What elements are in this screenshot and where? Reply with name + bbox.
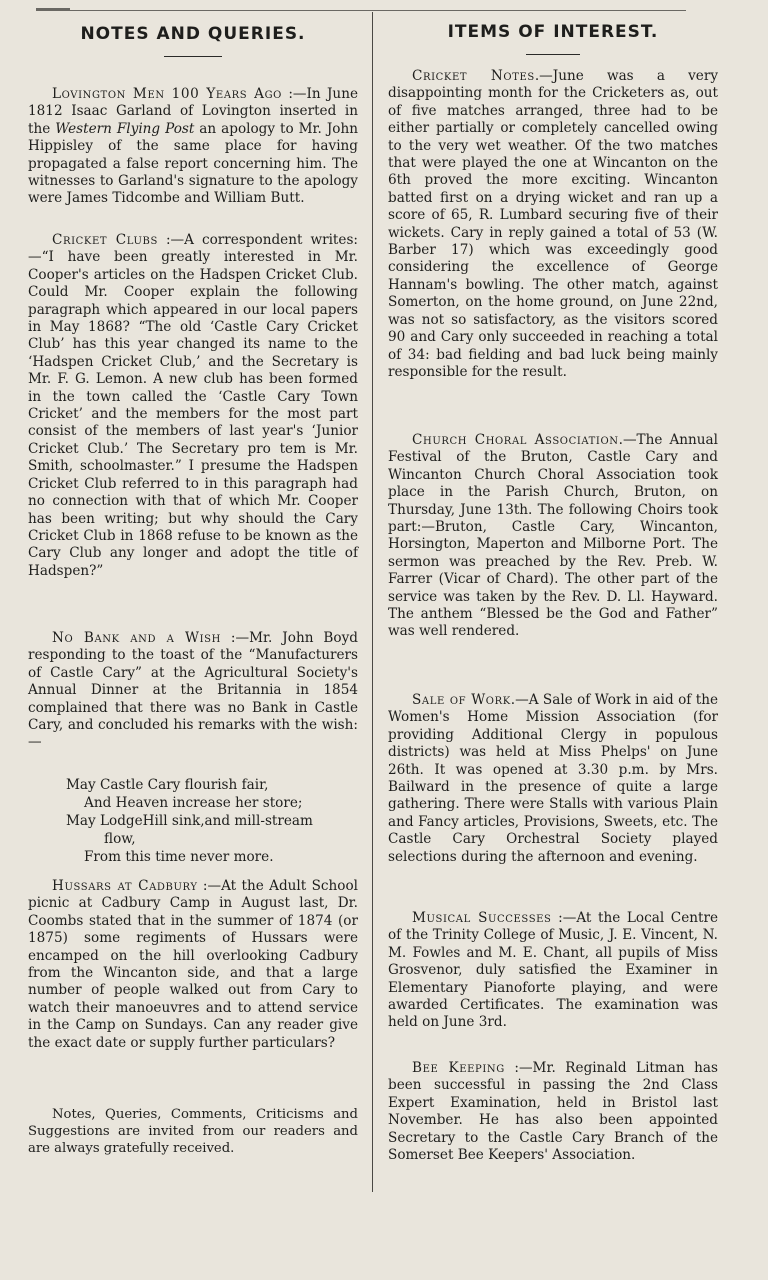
- notes-and-queries-heading: NOTES AND QUERIES.: [80, 24, 306, 44]
- closing-note: Notes, Queries, Comments, Criticisms and Suggestions are invited from our readers and are always gratefully received.: [28, 1107, 358, 1156]
- bee-keeping-item: [388, 1060, 718, 1164]
- verse-line: May Castle Cary flourish fair,: [66, 777, 269, 793]
- lovington-text-2: an apology to Mr. John Hippisley of the same place for having propagated a false report concerning him. The witnesses to Garland's signature to the apology were James Tidcombe and William Butt.: [28, 120, 358, 207]
- newspaper-title: Western Flying Post: [55, 120, 195, 137]
- no-bank-lead: No Bank and a Wish: [52, 630, 221, 646]
- bee-keeping-text: :—Mr. Reginald Litman has been successful in passing the 2nd Class Expert Examination, held in Bristol last November. He has also been appointed Secretary to the Castle Cary Branch of the Somerset Bee Keepers' Association.: [388, 1060, 718, 1164]
- sale-of-work-item: [388, 692, 718, 866]
- musical-successes-item: [388, 910, 718, 1032]
- top-rule: [36, 10, 686, 11]
- column-divider: [372, 12, 373, 1192]
- cricket-notes-item: [388, 68, 718, 381]
- lovington-text-1: :—In June 1812 Isaac Garland of Lovington inserted in the: [28, 86, 358, 137]
- verse-line: flow,: [104, 831, 136, 847]
- sale-of-work-lead: Sale of Work: [412, 692, 511, 708]
- choral-association-item: [388, 432, 718, 641]
- cricket-clubs-item: [28, 232, 358, 580]
- hussars-text: :—At the Adult School picnic at Cadbury Camp in August last, Dr. Coombs stated that in the summer of 1874 (or 1875) some regiments of Hussars were encamped on the hill overlooking Cadbury from the Wincanton side, and that a large number of people walked out from Cary to watch their manoeuvres and to attend service in the Camp on Sundays. Can any reader give the exact date or supply further particulars?: [28, 878, 358, 1051]
- verse-block: [28, 776, 358, 866]
- cricket-clubs-lead: Cricket Clubs: [52, 232, 158, 248]
- musical-lead: Musical Successes: [412, 910, 552, 926]
- musical-text: :—At the Local Centre of the Trinity College of Music, J. E. Vincent, N. M. Fowles and M. E. Chant, all pupils of Miss Grosvenor, duly satisfied the Examiner in Elementary Pianoforte playing, and were awarded Certificates. The examination was held on June 3rd.: [388, 910, 718, 1031]
- verse-line: From this time never more.: [84, 849, 274, 865]
- cricket-clubs-text: :—A correspondent writes:—“I have been greatly interested in Mr. Cooper's articles on the Hadspen Cricket Club. Could Mr. Cooper explain the following paragraph which appeared in our local papers in May 1868? “The old ‘Castle Cary Cricket Club’ has this year changed its name to the ‘Hadspen Cricket Club,’ and the Secretary is Mr. F. G. Lemon. A new club has been formed in the town called the ‘Castle Cary Town Cricket’ and the members for the most part consist of the members of last year's ‘Junior Cricket Club.’ The Secretary pro tem is Mr. Smith, schoolmaster.” I presume the Hadspen Cricket Club referred to in this paragraph had no connection with that of which Mr. Cooper has been writing; but why should the Cary Cricket Club in 1868 refuse to be known as the Cary Club any longer and adopt the title of Hadspen?”: [28, 232, 359, 579]
- no-bank-item: [28, 630, 358, 752]
- lovington-lead: Lovington Men 100 Years Ago: [52, 86, 282, 102]
- choral-text: .—The Annual Festival of the Bruton, Castle Cary and Wincanton Church Choral Association took place in the Parish Church, Bruton, on Thursday, June 13th. The following Choirs took part:—Bruton, Castle Cary, Wincanton, Horsington, Maperton and Milborne Port. The sermon was preached by the Rev. Preb. W. Farrer (Vicar of Chard). The other part of the service was taken by the Rev. D. Ll. Hayward. The anthem “Blessed be the God and Father” was well rendered.: [388, 432, 718, 640]
- verse-line: May LodgeHill sink,and mill-stream: [66, 813, 313, 829]
- hussars-item: [28, 878, 358, 1052]
- cricket-notes-text: .—June was a very disappointing month for the Cricketers as, out of five matches arranged, three had to be either partially or completely cancelled owing to the very wet weather. Of the two matches that were played the one at Wincanton on the 6th proved the more exciting. Wincanton batted first on a drying wicket and ran up a score of 65, R. Lumbard securing five of their wickets. Cary in reply gained a total of 53 (W. Barber 17) which was exceedingly good considering the excellence of George Hannam's bowling. The other match, against Somerton, on the home ground, on June 22nd, was not so satisfactory, as the visitors scored 90 and Cary only succeeded in reaching a total of 34: bad fielding and bad luck being mainly responsible for the result.: [388, 68, 718, 380]
- heading-rule-right: [526, 54, 580, 55]
- cricket-notes-lead: Cricket Notes: [412, 68, 535, 84]
- heading-rule-left: [164, 56, 222, 57]
- hussars-lead: Hussars at Cadbury: [52, 878, 198, 894]
- no-bank-text: :—Mr. John Boyd responding to the toast of the “Manufacturers of Castle Cary” at the Agricultural Society's Annual Dinner at the Britannia in 1854 complained that there was no Bank in Castle Cary, and concluded his remarks with the wish:—: [28, 630, 358, 751]
- sale-of-work-text: .—A Sale of Work in aid of the Women's Home Mission Association (for providing Additional Clergy in populous districts) was held at Miss Phelps' on June 26th. It was opened at 3.30 p.m. by Mrs. Bailward in the presence of quite a large gathering. There were Stalls with various Plain and Fancy articles, Provisions, Sweets, etc. The Castle Cary Orchestral Society played selections during the afternoon and evening.: [388, 692, 718, 865]
- bee-keeping-lead: Bee Keeping: [412, 1060, 505, 1076]
- lovington-item: [28, 86, 358, 208]
- verse-line: And Heaven increase her store;: [84, 795, 303, 811]
- choral-lead: Church Choral Association: [412, 432, 619, 448]
- items-of-interest-heading: ITEMS OF INTEREST.: [447, 22, 659, 42]
